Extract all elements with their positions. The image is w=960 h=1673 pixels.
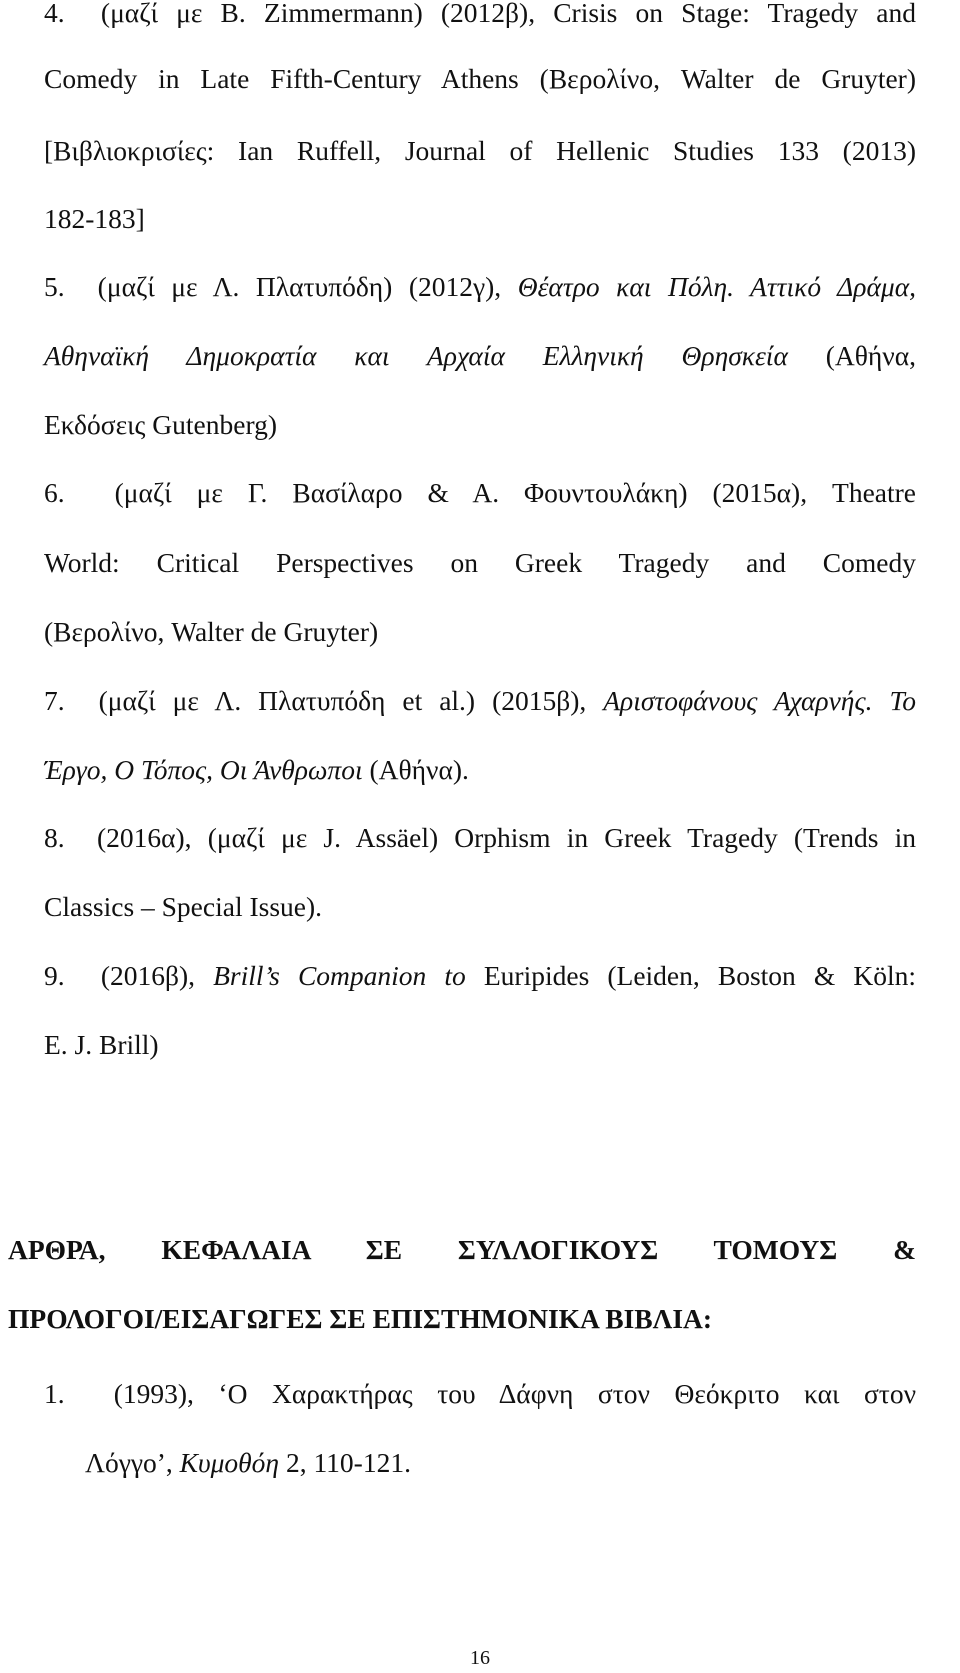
entry-7-title-2: Έργο, Ο Τόπος, Οι Άνθρωποι xyxy=(44,754,363,785)
entry-4-text-1: (μαζί με B. Zimmermann) (2012β), Crisis on Stage: Tragedy and xyxy=(100,0,917,28)
article-1-number: 1. xyxy=(44,1378,65,1409)
entry-5-text-1a: (μαζί με Λ. Πλατυπόδη) (2012γ), xyxy=(97,271,518,302)
entry-7-line-1 xyxy=(44,684,916,718)
entry-7-number: 7. xyxy=(44,685,65,716)
entry-9-number: 9. xyxy=(44,960,65,991)
entry-8-text-1: (2016α), (μαζί με J. Assäel) Orphism in Greek Tragedy (Trends in xyxy=(96,822,917,853)
article-1-text-1: (1993), ‘Ο Χαρακτήρας του Δάφνη στον Θεόκριτο και στον xyxy=(113,1378,916,1409)
entry-5-line-2 xyxy=(44,339,916,373)
article-1-text-2c: 2, 110-121. xyxy=(279,1447,411,1478)
entry-5-title-1: Θέατρο και Πόλη. Αττικό Δράμα, xyxy=(517,271,917,302)
page-number: 16 xyxy=(470,1647,490,1669)
entry-9-text-1c: Euripides (Leiden, Boston & Köln: xyxy=(465,960,917,991)
entry-4-line-4: 182-183] xyxy=(44,203,145,234)
entry-6-text-1: (μαζί με Γ. Βασίλαρο & Α. Φουντουλάκη) (2015α), Theatre xyxy=(114,477,917,508)
entry-5-line-3: Εκδόσεις Gutenberg) xyxy=(44,409,278,440)
entry-6-line-3: (Βερολίνο, Walter de Gruyter) xyxy=(44,616,379,647)
article-1-journal: Κυμοθόη xyxy=(179,1447,280,1478)
entry-5-title-2: Αθηναϊκή Δημοκρατία και Αρχαία Ελληνική Θρησκεία xyxy=(44,340,788,371)
entry-5-line-1 xyxy=(44,270,916,304)
article-1-line-1 xyxy=(44,1377,916,1411)
entry-9-text-1a: (2016β), xyxy=(100,960,214,991)
article-1-text-2a: Λόγγο’, xyxy=(85,1447,180,1478)
entry-4-line-1 xyxy=(44,0,916,30)
entry-9-line-1 xyxy=(44,959,916,993)
entry-7-text-1a: (μαζί με Λ. Πλατυπόδη et al.) (2015β), xyxy=(98,685,604,716)
entry-4-line-2: Comedy in Late Fifth-Century Athens (Βερολίνο, Walter de Gruyter) xyxy=(44,63,916,94)
entry-5-text-2b: (Αθήνα, xyxy=(787,340,916,371)
entry-8-number: 8. xyxy=(44,822,65,853)
entry-7-line-2 xyxy=(44,753,916,787)
entry-4-number: 4. xyxy=(44,0,65,28)
article-1-line-2 xyxy=(85,1446,916,1480)
entry-8-line-1 xyxy=(44,821,916,855)
entry-7-title-1: Αριστοφάνους Αχαρνής. Το xyxy=(603,685,917,716)
entry-8-line-2: Classics – Special Issue). xyxy=(44,891,323,922)
entry-6-line-2: World: Critical Perspectives on Greek Tragedy and Comedy xyxy=(44,547,916,578)
section-heading-line-2: ΠΡΟΛΟΓΟΙ/ΕΙΣΑΓΩΓΕΣ ΣΕ ΕΠΙΣΤΗΜΟΝΙΚΑ ΒΙΒΛΙΑ: xyxy=(8,1303,713,1334)
entry-5-number: 5. xyxy=(44,271,65,302)
entry-6-line-1 xyxy=(44,476,916,510)
entry-4-line-3: [Βιβλιοκρισίες: Ian Ruffell, Journal of Hellenic Studies 133 (2013) xyxy=(44,135,916,166)
entry-7-text-2b: (Αθήνα). xyxy=(362,754,469,785)
entry-9-line-2: E. J. Brill) xyxy=(44,1029,159,1060)
entry-9-title: Brill’s Companion to xyxy=(213,960,466,991)
section-heading-line-1: ΑΡΘΡΑ, ΚΕΦΑΛΑΙΑ ΣΕ ΣΥΛΛΟΓΙΚΟΥΣ ΤΟΜΟΥΣ & xyxy=(8,1234,916,1265)
entry-6-number: 6. xyxy=(44,477,65,508)
